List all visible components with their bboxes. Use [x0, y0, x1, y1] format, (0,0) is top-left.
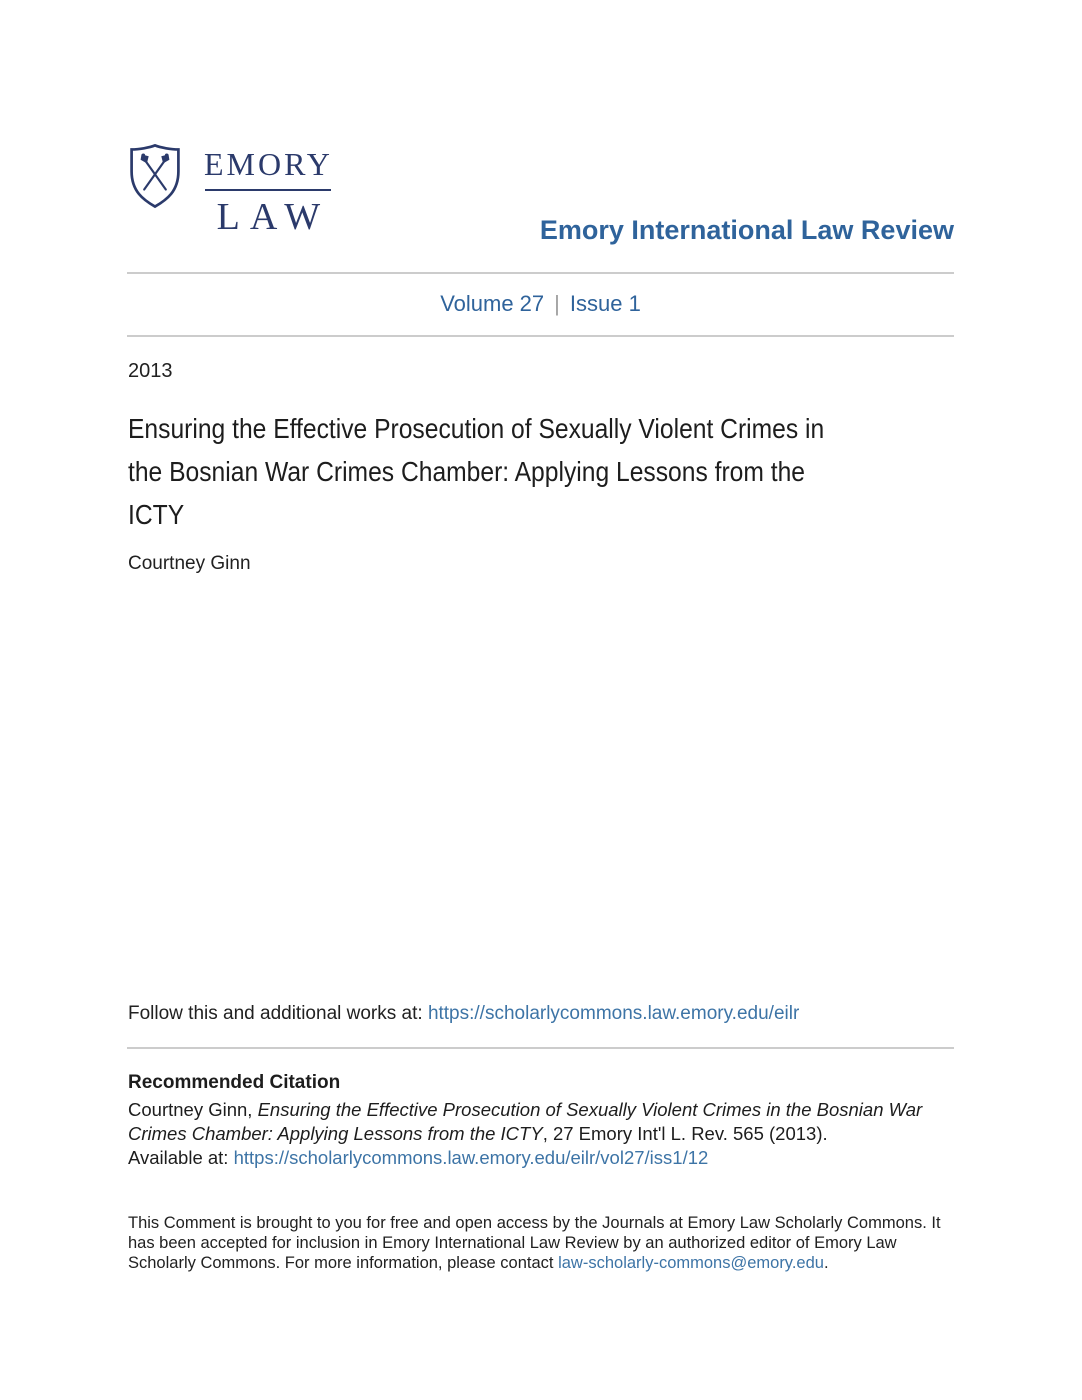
logo-institution-name: EMORY	[204, 146, 333, 182]
citation-article-title: Ensuring the Effective Prosecution of Sexually Violent Crimes in the Bosnian War Crimes Chamber: Applying Lessons from the ICTY	[128, 1099, 923, 1144]
volume-issue-line	[127, 291, 954, 317]
citation-divider	[127, 1047, 954, 1049]
available-at-label: Available at:	[128, 1147, 234, 1168]
logo-wordmark	[204, 142, 333, 236]
header-divider	[127, 272, 954, 274]
recommended-citation-text	[128, 1098, 973, 1170]
masthead-divider	[127, 335, 954, 337]
access-statement-text: This Comment is brought to you for free and open access by the Journals at Emory Law Scholarly Commons. It has been accepted for inclusion in Emory International Law Review by an authorized editor of Emory Law Scholarly Commons. For more information, please contact	[128, 1214, 941, 1272]
issue-link[interactable]: Issue 1	[569, 291, 641, 316]
contact-email-link[interactable]: law-scholarly-commons@emory.edu	[558, 1254, 824, 1272]
article-author: Courtney Ginn	[128, 553, 251, 574]
recommended-citation-heading: Recommended Citation	[128, 1072, 341, 1093]
article-title-line-3: ICTY	[128, 499, 185, 530]
citation-available-row	[128, 1146, 973, 1170]
access-statement-period: .	[823, 1254, 829, 1272]
article-url-link[interactable]: https://scholarlycommons.law.emory.edu/eilr/vol27/iss1/12	[233, 1147, 709, 1168]
repository-link[interactable]: https://scholarlycommons.law.emory.edu/eilr	[427, 1003, 800, 1024]
logo-school-name: LAW	[216, 196, 331, 238]
article-title-line-1: Ensuring the Effective Prosecution of Sexually Violent Crimes in	[128, 413, 825, 444]
access-statement	[128, 1213, 958, 1273]
follow-works-label: Follow this and additional works at:	[128, 1003, 428, 1024]
volume-link[interactable]: Volume 27	[440, 291, 545, 316]
article-title-line-2: the Bosnian War Crimes Chamber: Applying Lessons from the	[128, 456, 805, 487]
journal-title-link[interactable]: Emory International Law Review	[539, 215, 954, 245]
emory-law-logo	[128, 142, 333, 236]
follow-works-line	[128, 1003, 799, 1025]
publication-year: 2013	[128, 360, 173, 382]
logo-divider-rule	[205, 189, 331, 191]
volume-issue-separator: |	[554, 291, 560, 316]
emory-shield-icon	[128, 142, 182, 210]
article-title	[128, 407, 824, 536]
citation-reporter: , 27 Emory Int'l L. Rev. 565 (2013).	[542, 1123, 828, 1144]
citation-author: Courtney Ginn,	[128, 1099, 258, 1120]
